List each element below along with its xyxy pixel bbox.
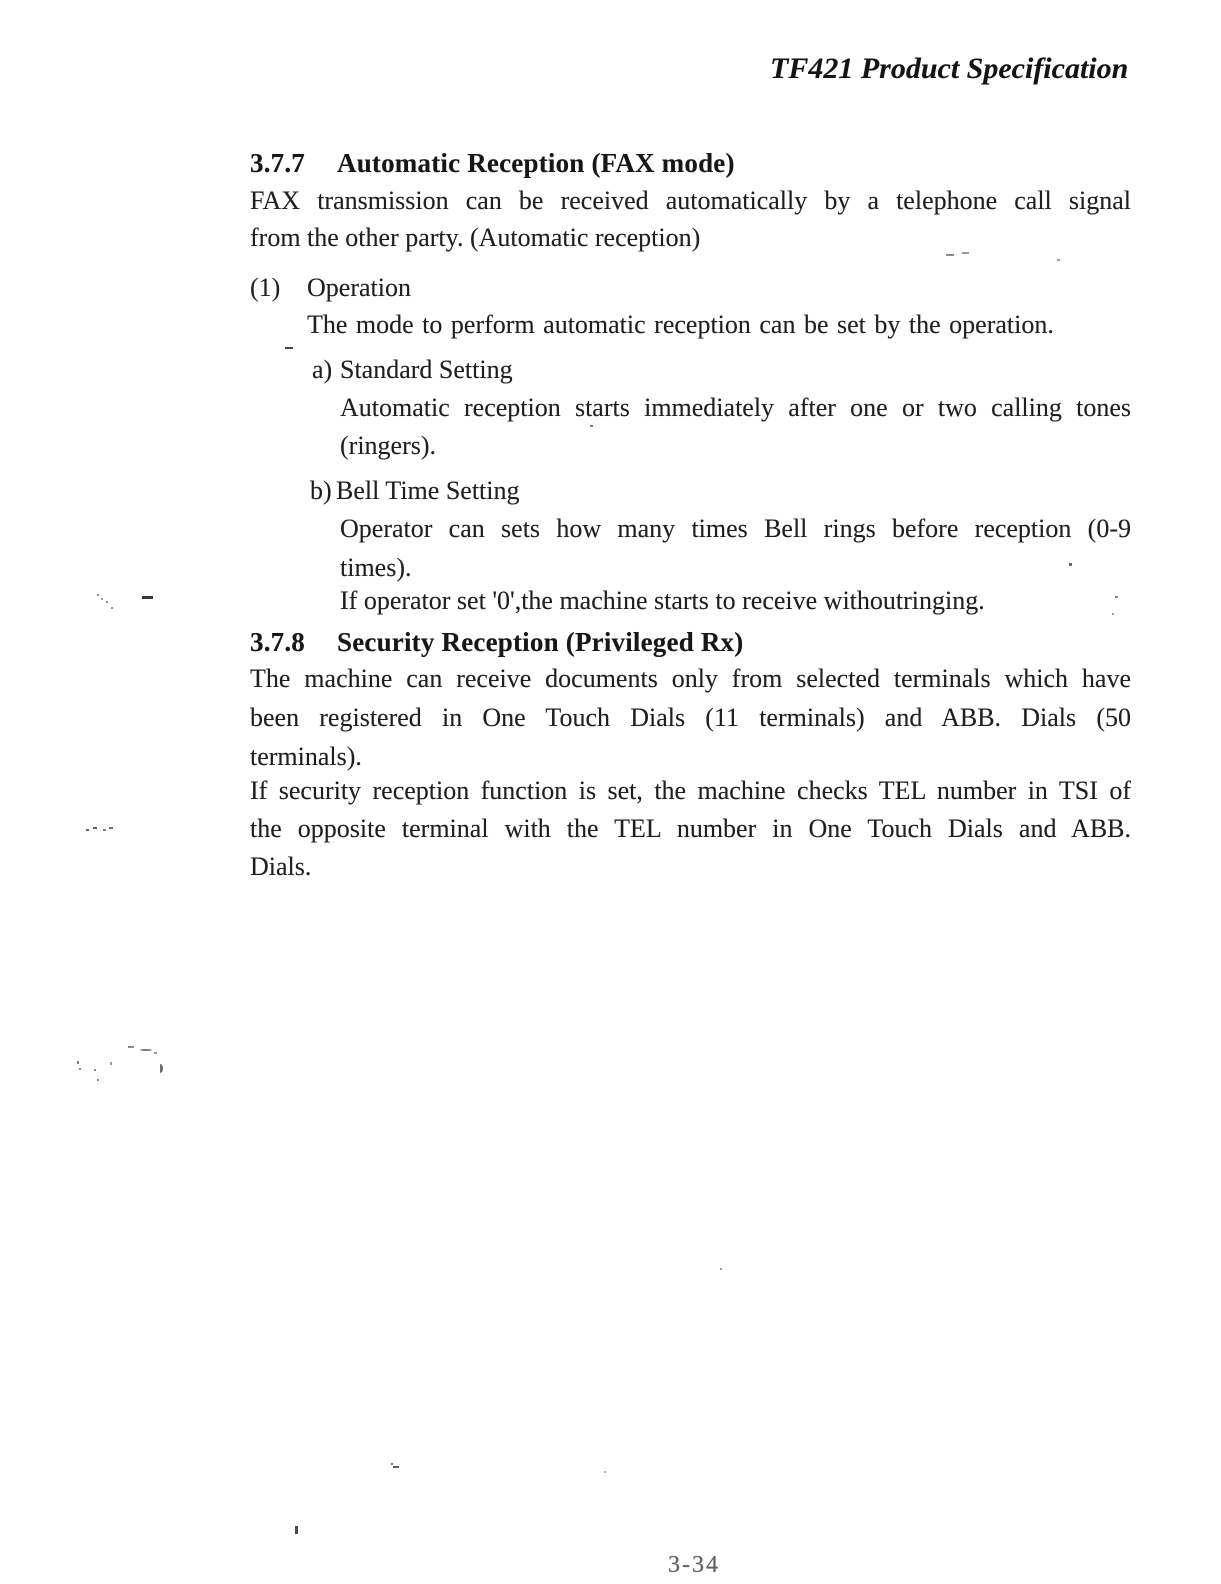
s377-itema-line-2: (ringers). [340, 431, 437, 460]
scan-speck [109, 827, 113, 829]
scan-speck [1057, 259, 1060, 261]
section-378-number: 3.7.8 [250, 627, 305, 657]
section-377-title: Automatic Reception (FAX mode) [337, 148, 735, 178]
scan-speck [97, 1079, 99, 1081]
scan-speck [946, 254, 954, 256]
s377-intro-line-2: from the other party. (Automatic reception) [250, 223, 701, 252]
scan-speck [101, 598, 103, 600]
scan-speck [86, 829, 89, 831]
page-number: 3-34 [668, 1552, 720, 1578]
s378-para2-line-3: Dials. [250, 852, 312, 881]
s378-para1-line-3: terminals). [250, 742, 362, 771]
scan-speck [93, 827, 97, 829]
s377-item1-label: (1) [250, 273, 281, 302]
scan-speck [97, 594, 99, 596]
s377-item1-title: Operation [307, 273, 411, 302]
scan-speck [391, 1463, 393, 1465]
s377-itema-line-1: Automatic reception starts immediately after one or two calling tones [340, 393, 1131, 422]
section-378-title: Security Reception (Privileged Rx) [337, 627, 744, 657]
scan-speck [590, 425, 593, 427]
scan-speck [142, 596, 153, 599]
s378-para1-line-1: The machine can receive documents only from selected terminals which have [250, 664, 1131, 693]
page-header-title: TF421 Product Specification [770, 52, 1129, 85]
s377-itema-title: Standard Setting [340, 355, 513, 384]
s377-itemb-label: b) [310, 476, 332, 505]
s378-para2-line-1: If security reception function is set, the machine checks TEL number in TSI of [250, 776, 1131, 805]
scan-speck [393, 1466, 399, 1468]
scan-speck [111, 607, 113, 609]
scan-speck [110, 1062, 112, 1065]
scan-speck [285, 347, 293, 349]
scan-speck [103, 829, 106, 831]
scan-speck [79, 1068, 81, 1070]
s378-para2-line-2: the opposite terminal with the TEL number in One Touch Dials and ABB. [250, 814, 1131, 843]
s377-itemb-note: If operator set '0',the machine starts to receive withoutringing. [340, 586, 985, 615]
scan-speck [128, 1046, 134, 1048]
s377-intro-line-1: FAX transmission can be received automatically by a telephone call signal [250, 186, 1131, 215]
scan-speck [1069, 563, 1072, 566]
scan-speck [295, 1526, 298, 1534]
s377-itemb-line-1: Operator can sets how many times Bell rings before reception (0-9 [340, 514, 1131, 543]
scan-speck [77, 1061, 79, 1064]
scan-speck [604, 1471, 606, 1473]
s377-itemb-line-2: times). [340, 553, 412, 582]
section-377-number: 3.7.7 [250, 148, 305, 178]
s377-itemb-title: Bell Time Setting [336, 476, 520, 505]
scan-speck [154, 1052, 157, 1054]
scan-speck [1112, 613, 1114, 615]
s377-item1-body: The mode to perform automatic reception can be set by the operation. [307, 310, 1054, 339]
scan-speck [160, 1064, 163, 1073]
scan-speck [720, 1268, 722, 1270]
s378-para1-line-2: been registered in One Touch Dials (11 terminals) and ABB. Dials (50 [250, 703, 1131, 732]
scan-speck [94, 1069, 96, 1071]
scan-speck [1115, 596, 1118, 598]
scan-speck [962, 252, 969, 254]
s377-itema-label: a) [312, 355, 333, 384]
scan-speck [140, 1049, 152, 1051]
scan-speck [106, 601, 108, 603]
